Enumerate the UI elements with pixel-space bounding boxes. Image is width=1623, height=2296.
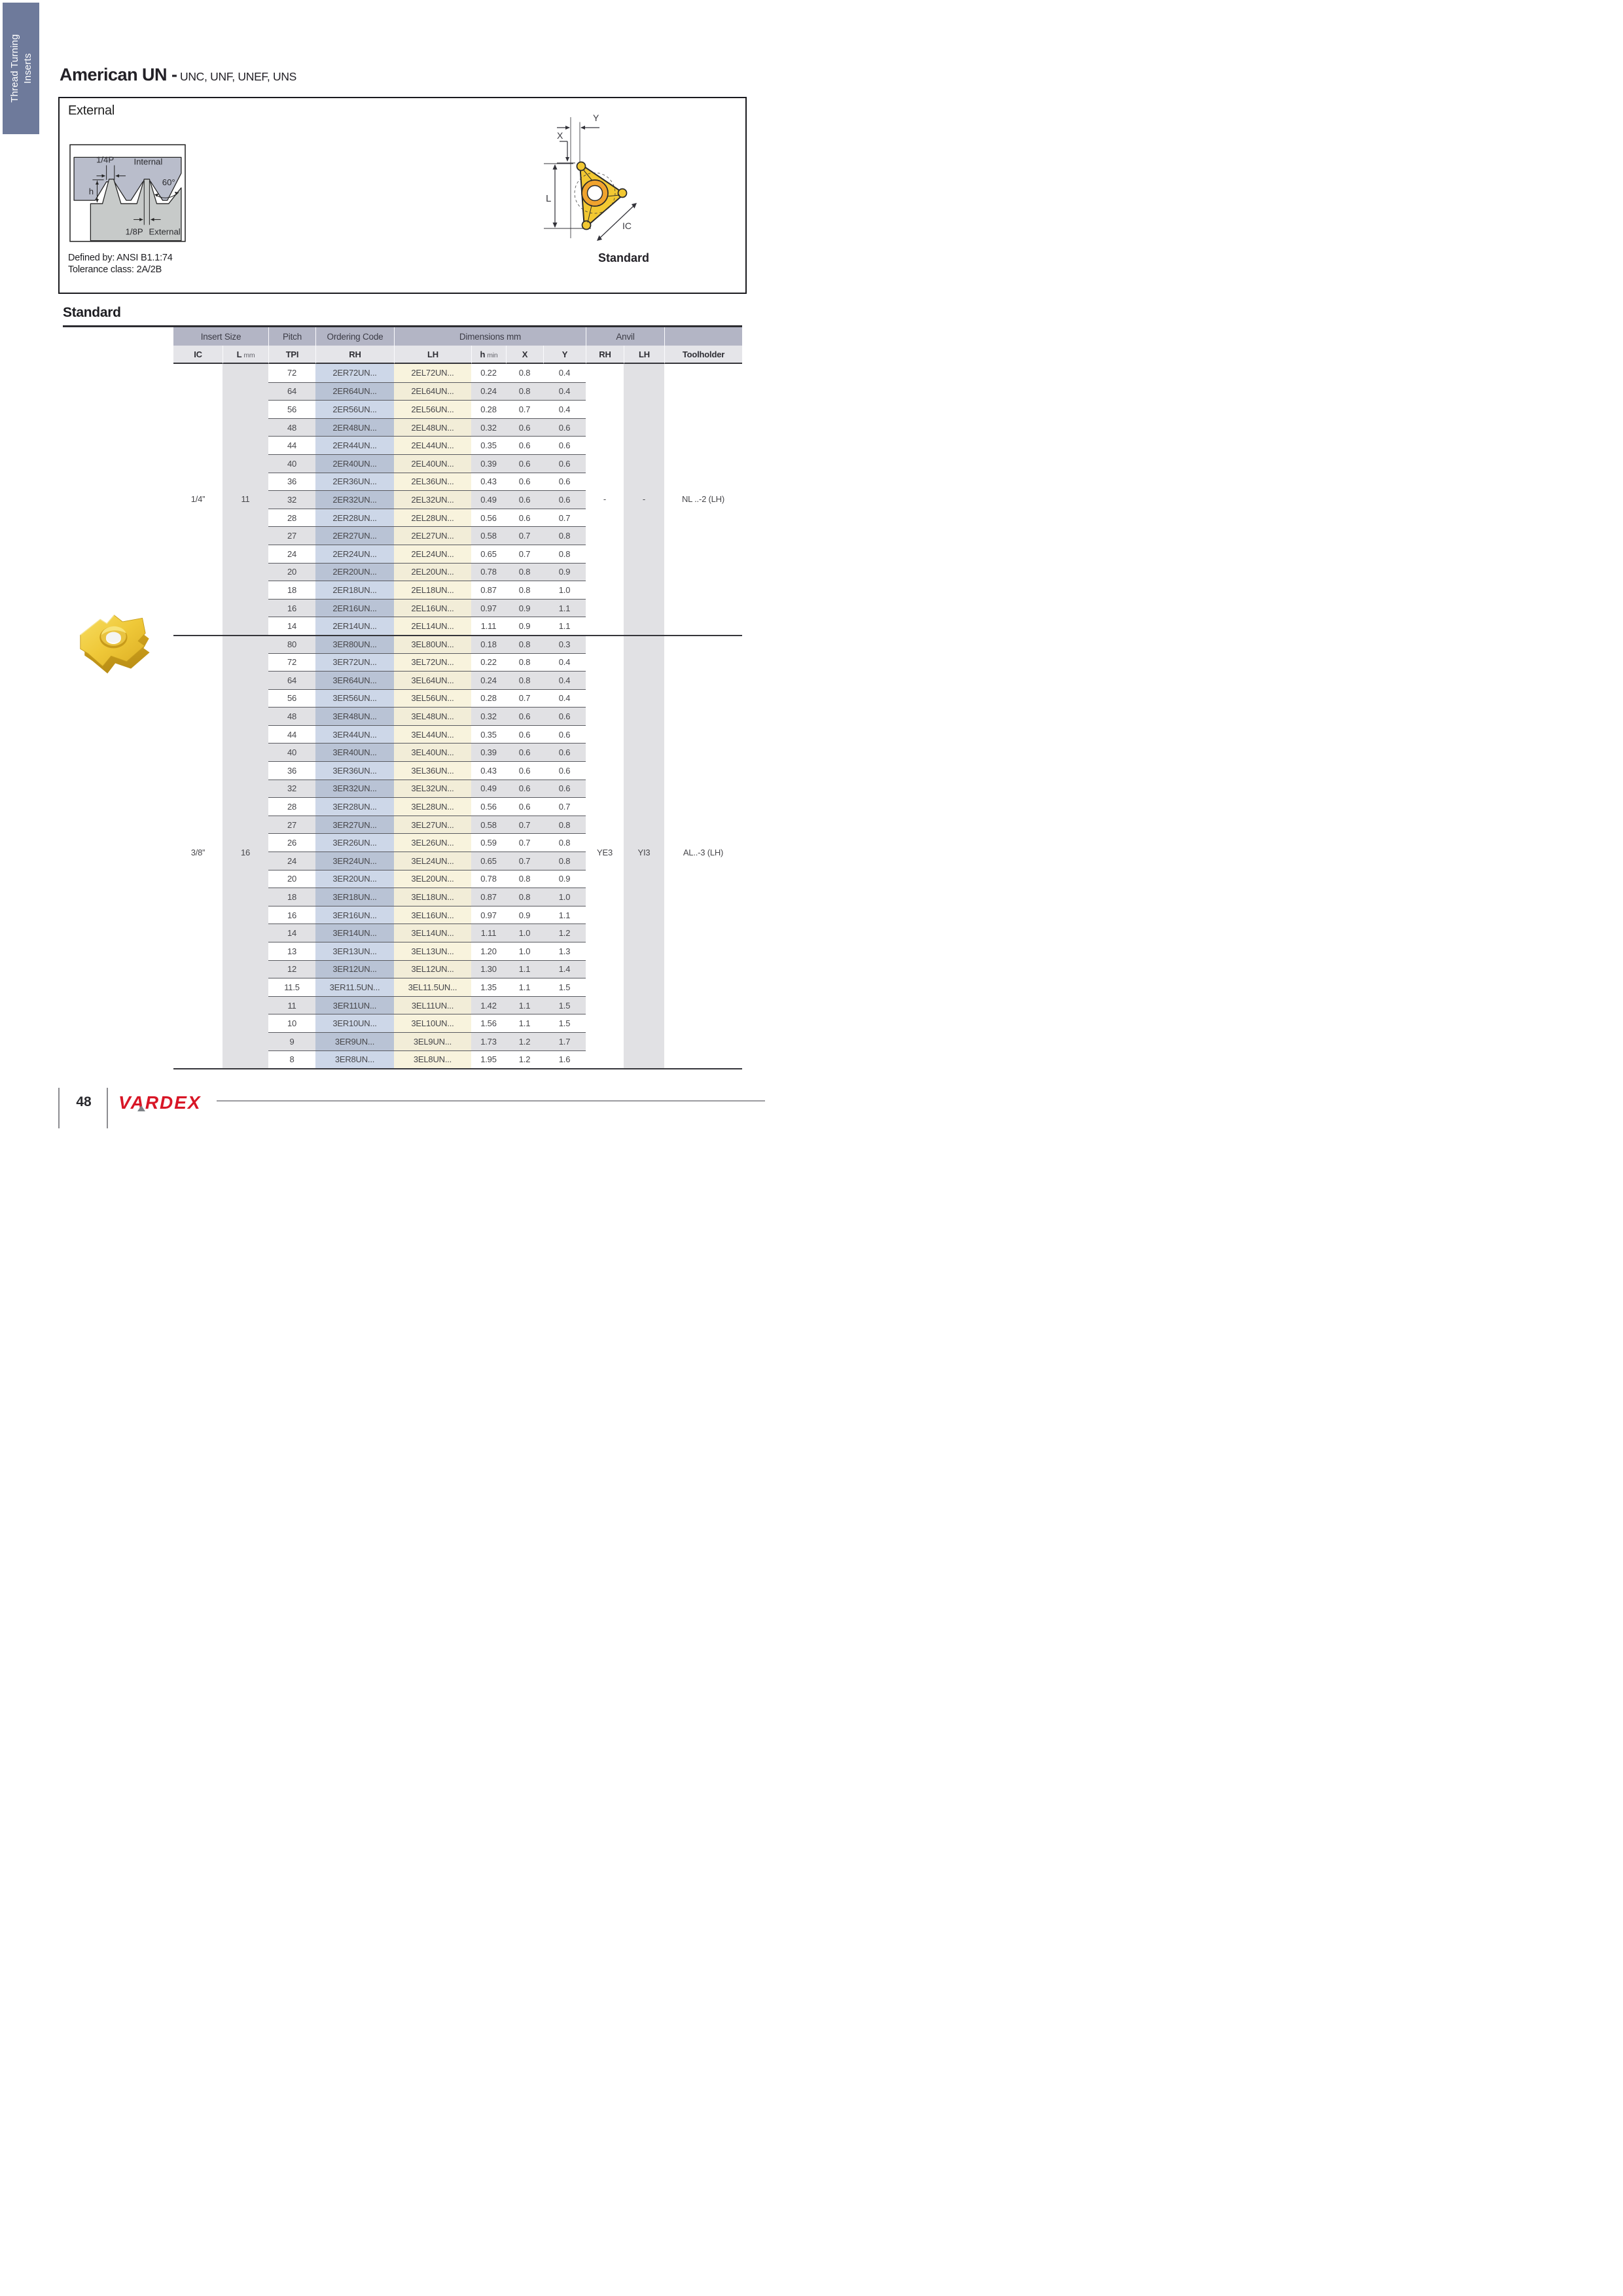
x-cell: 0.6 xyxy=(506,725,543,744)
tpi-cell: 36 xyxy=(268,473,315,491)
column-header-cell: h min xyxy=(471,346,506,364)
column-header-cell: IC xyxy=(173,346,223,364)
h-min-cell: 0.22 xyxy=(471,653,506,672)
ordering-code-rh-cell: 3ER18UN... xyxy=(315,888,394,906)
y-cell: 0.7 xyxy=(543,797,586,816)
y-cell: 1.1 xyxy=(543,599,586,617)
insert-size-ic-cell: 1/4” xyxy=(190,494,205,505)
tpi-cell: 64 xyxy=(268,382,315,401)
y-cell: 1.4 xyxy=(543,960,586,978)
page-title-sub: UNC, UNF, UNEF, UNS xyxy=(180,70,297,83)
ordering-code-lh-cell: 3EL8UN... xyxy=(394,1050,471,1069)
h-min-cell: 0.97 xyxy=(471,906,506,924)
h-min-cell: 0.56 xyxy=(471,509,506,527)
label-h: h xyxy=(88,187,94,197)
tpi-cell: 40 xyxy=(268,454,315,473)
x-cell: 1.1 xyxy=(506,960,543,978)
ordering-code-lh-cell: 3EL80UN... xyxy=(394,635,471,653)
label-l: L xyxy=(546,193,552,204)
x-cell: 0.6 xyxy=(506,743,543,761)
group-header-cell: Ordering Code xyxy=(315,327,394,346)
h-min-cell: 0.32 xyxy=(471,418,506,437)
tpi-cell: 56 xyxy=(268,689,315,708)
ordering-code-rh-cell: 2ER18UN... xyxy=(315,581,394,599)
h-min-cell: 0.39 xyxy=(471,454,506,473)
ordering-code-rh-cell: 3ER16UN... xyxy=(315,906,394,924)
ordering-code-rh-cell: 3ER13UN... xyxy=(315,942,394,960)
tpi-cell: 14 xyxy=(268,617,315,635)
insert-photo xyxy=(68,601,160,675)
column-header-cell: Toolholder xyxy=(664,346,742,364)
x-cell: 0.8 xyxy=(506,671,543,689)
anvil-lh-cell: YI3 xyxy=(624,635,664,1068)
y-cell: 0.3 xyxy=(543,635,586,653)
y-cell: 1.5 xyxy=(543,996,586,1014)
ordering-code-lh-cell: 2EL20UN... xyxy=(394,563,471,581)
h-min-cell: 0.43 xyxy=(471,473,506,491)
ordering-code-rh-cell: 2ER44UN... xyxy=(315,436,394,454)
y-cell: 0.4 xyxy=(543,400,586,418)
h-min-cell: 0.65 xyxy=(471,852,506,870)
y-cell: 1.5 xyxy=(543,978,586,996)
x-cell: 0.8 xyxy=(506,635,543,653)
y-cell: 0.6 xyxy=(543,743,586,761)
y-cell: 1.6 xyxy=(543,1050,586,1069)
x-cell: 1.1 xyxy=(506,1014,543,1032)
tpi-cell: 9 xyxy=(268,1032,315,1050)
x-cell: 0.8 xyxy=(506,581,543,599)
ordering-code-rh-cell: 2ER20UN... xyxy=(315,563,394,581)
ordering-code-lh-cell: 3EL11UN... xyxy=(394,996,471,1014)
y-cell: 0.4 xyxy=(543,364,586,382)
toolholder-cell: NL ..-2 (LH) xyxy=(681,494,725,505)
h-min-cell: 0.97 xyxy=(471,599,506,617)
tpi-cell: 24 xyxy=(268,545,315,563)
ordering-code-rh-cell: 3ER20UN... xyxy=(315,870,394,888)
ordering-code-rh-cell: 3ER12UN... xyxy=(315,960,394,978)
h-min-cell: 1.42 xyxy=(471,996,506,1014)
y-cell: 0.6 xyxy=(543,436,586,454)
label-quarter-pitch: 1/4P xyxy=(96,154,115,165)
x-cell: 1.2 xyxy=(506,1050,543,1069)
ordering-code-rh-cell: 2ER24UN... xyxy=(315,545,394,563)
toolholder-cell: AL..-3 (LH) xyxy=(664,635,742,1068)
x-cell: 0.6 xyxy=(506,490,543,509)
group-header-cell: Anvil xyxy=(586,327,664,346)
h-min-cell: 0.49 xyxy=(471,780,506,798)
page-title xyxy=(60,65,296,85)
tpi-cell: 12 xyxy=(268,960,315,978)
x-cell: 0.8 xyxy=(506,870,543,888)
label-ic: IC xyxy=(622,221,632,231)
external-section-box xyxy=(58,97,747,294)
ordering-code-lh-cell: 3EL40UN... xyxy=(394,743,471,761)
tpi-cell: 48 xyxy=(268,707,315,725)
h-min-cell: 0.65 xyxy=(471,545,506,563)
x-cell: 1.0 xyxy=(506,942,543,960)
ordering-code-rh-cell: 2ER36UN... xyxy=(315,473,394,491)
ordering-code-rh-cell: 3ER40UN... xyxy=(315,743,394,761)
tpi-cell: 13 xyxy=(268,942,315,960)
insert-standard-caption: Standard xyxy=(597,251,649,264)
tpi-cell: 36 xyxy=(268,761,315,780)
x-cell: 0.7 xyxy=(506,545,543,563)
x-cell: 1.2 xyxy=(506,1032,543,1050)
h-min-cell: 0.58 xyxy=(471,816,506,834)
ordering-code-rh-cell: 3ER56UN... xyxy=(315,689,394,708)
ordering-code-rh-cell: 2ER14UN... xyxy=(315,617,394,635)
tolerance-text: Tolerance class: 2A/2B xyxy=(68,264,162,275)
ordering-code-rh-cell: 3ER44UN... xyxy=(315,725,394,744)
group-header-cell: Insert Size xyxy=(173,327,268,346)
y-cell: 0.7 xyxy=(543,509,586,527)
page-number: 48 xyxy=(76,1094,92,1109)
x-cell: 1.1 xyxy=(506,978,543,996)
h-min-cell: 1.30 xyxy=(471,960,506,978)
ordering-code-rh-cell: 3ER64UN... xyxy=(315,671,394,689)
footer-divider-left xyxy=(58,1088,60,1128)
tpi-cell: 18 xyxy=(268,581,315,599)
y-cell: 1.0 xyxy=(543,581,586,599)
x-cell: 0.8 xyxy=(506,563,543,581)
y-cell: 1.3 xyxy=(543,942,586,960)
h-min-cell: 0.78 xyxy=(471,563,506,581)
x-cell: 0.6 xyxy=(506,473,543,491)
ordering-code-rh-cell: 3ER11UN... xyxy=(315,996,394,1014)
tpi-cell: 14 xyxy=(268,924,315,942)
ordering-code-lh-cell: 3EL11.5UN... xyxy=(394,978,471,996)
tpi-cell: 28 xyxy=(268,797,315,816)
sidebar-tab-label: Thread Turning Inserts xyxy=(9,34,33,103)
x-cell: 0.6 xyxy=(506,436,543,454)
insert-shape xyxy=(575,162,627,230)
x-cell: 0.7 xyxy=(506,816,543,834)
tpi-cell: 80 xyxy=(268,635,315,653)
y-cell: 1.7 xyxy=(543,1032,586,1050)
ordering-code-lh-cell: 3EL18UN... xyxy=(394,888,471,906)
x-cell: 0.6 xyxy=(506,707,543,725)
label-eighth-pitch: 1/8P xyxy=(125,226,143,237)
y-cell: 0.6 xyxy=(543,418,586,437)
tpi-cell: 32 xyxy=(268,780,315,798)
x-cell: 0.8 xyxy=(506,653,543,672)
group-header-cell: Pitch xyxy=(268,327,315,346)
column-header-cell: LH xyxy=(394,346,471,364)
x-cell: 1.1 xyxy=(506,996,543,1014)
footer-rule xyxy=(217,1100,765,1102)
ordering-code-lh-cell: 3EL48UN... xyxy=(394,707,471,725)
h-min-cell: 0.56 xyxy=(471,797,506,816)
ordering-code-lh-cell: 2EL64UN... xyxy=(394,382,471,401)
tpi-cell: 18 xyxy=(268,888,315,906)
x-cell: 0.6 xyxy=(506,780,543,798)
y-cell: 0.4 xyxy=(543,382,586,401)
y-cell: 0.6 xyxy=(543,454,586,473)
column-header-cell: LH xyxy=(624,346,664,364)
anvil-rh-cell: - xyxy=(603,494,607,505)
h-min-cell: 0.28 xyxy=(471,400,506,418)
ordering-code-lh-cell: 3EL72UN... xyxy=(394,653,471,672)
ordering-code-rh-cell: 3ER48UN... xyxy=(315,707,394,725)
column-header-cell: L mm xyxy=(223,346,268,364)
ordering-code-rh-cell: 3ER10UN... xyxy=(315,1014,394,1032)
ordering-code-lh-cell: 3EL16UN... xyxy=(394,906,471,924)
label-x: X xyxy=(557,130,563,141)
label-external: External xyxy=(149,226,181,237)
h-min-cell: 0.58 xyxy=(471,526,506,545)
tpi-cell: 20 xyxy=(268,563,315,581)
y-cell: 0.9 xyxy=(543,563,586,581)
ordering-code-rh-cell: 2ER16UN... xyxy=(315,599,394,617)
x-cell: 0.7 xyxy=(506,689,543,708)
ordering-code-rh-cell: 2ER28UN... xyxy=(315,509,394,527)
h-min-cell: 0.87 xyxy=(471,888,506,906)
ordering-code-lh-cell: 3EL10UN... xyxy=(394,1014,471,1032)
x-cell: 0.7 xyxy=(506,526,543,545)
tpi-cell: 72 xyxy=(268,364,315,382)
x-cell: 0.6 xyxy=(506,761,543,780)
ordering-code-rh-cell: 2ER27UN... xyxy=(315,526,394,545)
x-cell: 0.8 xyxy=(506,364,543,382)
h-min-cell: 0.24 xyxy=(471,671,506,689)
h-min-cell: 1.11 xyxy=(471,924,506,942)
insert-size-l-cell: 16 xyxy=(223,635,268,1068)
ordering-code-rh-cell: 2ER48UN... xyxy=(315,418,394,437)
ordering-code-lh-cell: 3EL27UN... xyxy=(394,816,471,834)
label-internal: Internal xyxy=(134,156,163,167)
y-cell: 0.9 xyxy=(543,870,586,888)
y-cell: 0.6 xyxy=(543,490,586,509)
ordering-code-lh-cell: 2EL16UN... xyxy=(394,599,471,617)
anvil-rh-cell: YE3 xyxy=(586,635,624,1068)
ordering-code-lh-cell: 2EL18UN... xyxy=(394,581,471,599)
y-cell: 0.6 xyxy=(543,761,586,780)
standard-section-heading: Standard xyxy=(63,305,121,320)
x-cell: 1.0 xyxy=(506,924,543,942)
ordering-code-lh-cell: 3EL28UN... xyxy=(394,797,471,816)
tpi-cell: 44 xyxy=(268,725,315,744)
x-cell: 0.6 xyxy=(506,797,543,816)
ordering-code-rh-cell: 3ER80UN... xyxy=(315,635,394,653)
ordering-code-lh-cell: 3EL44UN... xyxy=(394,725,471,744)
tpi-cell: 10 xyxy=(268,1014,315,1032)
x-cell: 0.8 xyxy=(506,382,543,401)
label-y: Y xyxy=(593,113,599,123)
label-angle: 60° xyxy=(162,177,175,187)
ordering-code-lh-cell: 3EL64UN... xyxy=(394,671,471,689)
h-min-cell: 0.43 xyxy=(471,761,506,780)
column-header-cell: X xyxy=(506,346,543,364)
ordering-code-rh-cell: 2ER56UN... xyxy=(315,400,394,418)
tpi-cell: 27 xyxy=(268,816,315,834)
ordering-code-lh-cell: 2EL48UN... xyxy=(394,418,471,437)
x-cell: 0.7 xyxy=(506,852,543,870)
y-cell: 0.6 xyxy=(543,780,586,798)
ordering-code-rh-cell: 3ER28UN... xyxy=(315,797,394,816)
y-cell: 0.6 xyxy=(543,707,586,725)
tpi-cell: 11.5 xyxy=(268,978,315,996)
ordering-code-lh-cell: 3EL24UN... xyxy=(394,852,471,870)
h-min-cell: 1.20 xyxy=(471,942,506,960)
y-cell: 0.4 xyxy=(543,671,586,689)
ordering-code-lh-cell: 3EL36UN... xyxy=(394,761,471,780)
column-header-cell: TPI xyxy=(268,346,315,364)
h-min-cell: 1.11 xyxy=(471,617,506,635)
ordering-code-lh-cell: 2EL56UN... xyxy=(394,400,471,418)
ordering-code-rh-cell: 3ER32UN... xyxy=(315,780,394,798)
ordering-code-lh-cell: 2EL27UN... xyxy=(394,526,471,545)
ordering-code-rh-cell: 2ER40UN... xyxy=(315,454,394,473)
ordering-code-rh-cell: 3ER27UN... xyxy=(315,816,394,834)
column-header-cell: Y xyxy=(543,346,586,364)
ordering-code-rh-cell: 3ER11.5UN... xyxy=(315,978,394,996)
y-cell: 0.6 xyxy=(543,725,586,744)
ordering-code-lh-cell: 3EL32UN... xyxy=(394,780,471,798)
tpi-cell: 24 xyxy=(268,852,315,870)
group-header-cell xyxy=(664,327,742,346)
h-min-cell: 0.35 xyxy=(471,725,506,744)
vardex-logo: VARDEX xyxy=(118,1092,202,1113)
defined-by-text: Defined by: ANSI B1.1:74 xyxy=(68,253,173,263)
ordering-code-rh-cell: 2ER72UN... xyxy=(315,364,394,382)
x-cell: 0.9 xyxy=(506,617,543,635)
h-min-cell: 0.78 xyxy=(471,870,506,888)
insert-size-ic-cell: 3/8” xyxy=(173,635,223,1068)
h-min-cell: 0.32 xyxy=(471,707,506,725)
h-min-cell: 1.35 xyxy=(471,978,506,996)
h-min-cell: 0.49 xyxy=(471,490,506,509)
y-cell: 0.8 xyxy=(543,852,586,870)
tpi-cell: 16 xyxy=(268,906,315,924)
h-min-cell: 0.59 xyxy=(471,833,506,852)
ordering-code-lh-cell: 3EL26UN... xyxy=(394,833,471,852)
h-min-cell: 0.39 xyxy=(471,743,506,761)
tpi-cell: 27 xyxy=(268,526,315,545)
tpi-cell: 64 xyxy=(268,671,315,689)
ordering-code-rh-cell: 3ER9UN... xyxy=(315,1032,394,1050)
external-heading: External xyxy=(68,103,115,118)
tpi-cell: 72 xyxy=(268,653,315,672)
tpi-cell: 20 xyxy=(268,870,315,888)
y-cell: 0.8 xyxy=(543,816,586,834)
tpi-cell: 40 xyxy=(268,743,315,761)
ordering-code-lh-cell: 3EL13UN... xyxy=(394,942,471,960)
ordering-code-lh-cell: 2EL28UN... xyxy=(394,509,471,527)
ordering-code-lh-cell: 3EL20UN... xyxy=(394,870,471,888)
ordering-code-lh-cell: 2EL44UN... xyxy=(394,436,471,454)
column-header-cell: RH xyxy=(315,346,394,364)
vardex-logo-triangle-icon xyxy=(137,1105,145,1111)
ordering-code-lh-cell: 2EL36UN... xyxy=(394,473,471,491)
catalog-page xyxy=(0,0,812,1148)
ordering-code-rh-cell: 3ER36UN... xyxy=(315,761,394,780)
ordering-code-lh-cell: 3EL14UN... xyxy=(394,924,471,942)
footer-divider-right xyxy=(107,1088,108,1128)
h-min-cell: 1.73 xyxy=(471,1032,506,1050)
h-min-cell: 0.28 xyxy=(471,689,506,708)
insert-dimension-diagram xyxy=(526,107,722,248)
x-cell: 0.7 xyxy=(506,833,543,852)
tpi-cell: 11 xyxy=(268,996,315,1014)
ordering-code-rh-cell: 2ER64UN... xyxy=(315,382,394,401)
y-cell: 1.2 xyxy=(543,924,586,942)
ordering-code-lh-cell: 2EL32UN... xyxy=(394,490,471,509)
y-cell: 0.8 xyxy=(543,545,586,563)
ordering-code-lh-cell: 2EL72UN... xyxy=(394,364,471,382)
ordering-code-lh-cell: 2EL40UN... xyxy=(394,454,471,473)
ordering-code-lh-cell: 3EL9UN... xyxy=(394,1032,471,1050)
y-cell: 0.4 xyxy=(543,653,586,672)
x-cell: 0.7 xyxy=(506,400,543,418)
tpi-cell: 16 xyxy=(268,599,315,617)
x-cell: 0.9 xyxy=(506,599,543,617)
x-cell: 0.8 xyxy=(506,888,543,906)
tpi-cell: 48 xyxy=(268,418,315,437)
h-min-cell: 1.56 xyxy=(471,1014,506,1032)
h-min-cell: 1.95 xyxy=(471,1050,506,1069)
ordering-code-rh-cell: 2ER32UN... xyxy=(315,490,394,509)
thread-profile-diagram xyxy=(69,144,186,242)
h-min-cell: 0.22 xyxy=(471,364,506,382)
x-cell: 0.6 xyxy=(506,454,543,473)
standard-table xyxy=(173,327,742,1069)
tpi-cell: 26 xyxy=(268,833,315,852)
sidebar-tab-thread-turning-inserts xyxy=(3,3,39,134)
h-min-cell: 0.18 xyxy=(471,635,506,653)
tpi-cell: 56 xyxy=(268,400,315,418)
x-cell: 0.6 xyxy=(506,509,543,527)
ordering-code-rh-cell: 3ER8UN... xyxy=(315,1050,394,1069)
y-cell: 0.4 xyxy=(543,689,586,708)
tpi-cell: 8 xyxy=(268,1050,315,1069)
x-cell: 0.6 xyxy=(506,418,543,437)
group-header-cell: Dimensions mm xyxy=(394,327,586,346)
ordering-code-lh-cell: 2EL14UN... xyxy=(394,617,471,635)
ordering-code-rh-cell: 3ER26UN... xyxy=(315,833,394,852)
ordering-code-lh-cell: 3EL12UN... xyxy=(394,960,471,978)
h-min-cell: 0.35 xyxy=(471,436,506,454)
h-min-cell: 0.24 xyxy=(471,382,506,401)
y-cell: 1.1 xyxy=(543,906,586,924)
y-cell: 0.8 xyxy=(543,526,586,545)
column-header-cell: RH xyxy=(586,346,624,364)
ordering-code-rh-cell: 3ER14UN... xyxy=(315,924,394,942)
tpi-cell: 28 xyxy=(268,509,315,527)
ordering-code-rh-cell: 3ER72UN... xyxy=(315,653,394,672)
tpi-cell: 44 xyxy=(268,436,315,454)
insert-size-l-cell: 11 xyxy=(223,364,268,635)
ordering-code-rh-cell: 3ER24UN... xyxy=(315,852,394,870)
ordering-code-lh-cell: 2EL24UN... xyxy=(394,545,471,563)
ordering-code-lh-cell: 3EL56UN... xyxy=(394,689,471,708)
tpi-cell: 32 xyxy=(268,490,315,509)
y-cell: 0.6 xyxy=(543,473,586,491)
x-cell: 0.9 xyxy=(506,906,543,924)
anvil-lh-cell: - xyxy=(624,364,664,635)
y-cell: 1.1 xyxy=(543,617,586,635)
y-cell: 1.0 xyxy=(543,888,586,906)
h-min-cell: 0.87 xyxy=(471,581,506,599)
y-cell: 1.5 xyxy=(543,1014,586,1032)
page-title-main: American UN - xyxy=(60,65,177,84)
y-cell: 0.8 xyxy=(543,833,586,852)
